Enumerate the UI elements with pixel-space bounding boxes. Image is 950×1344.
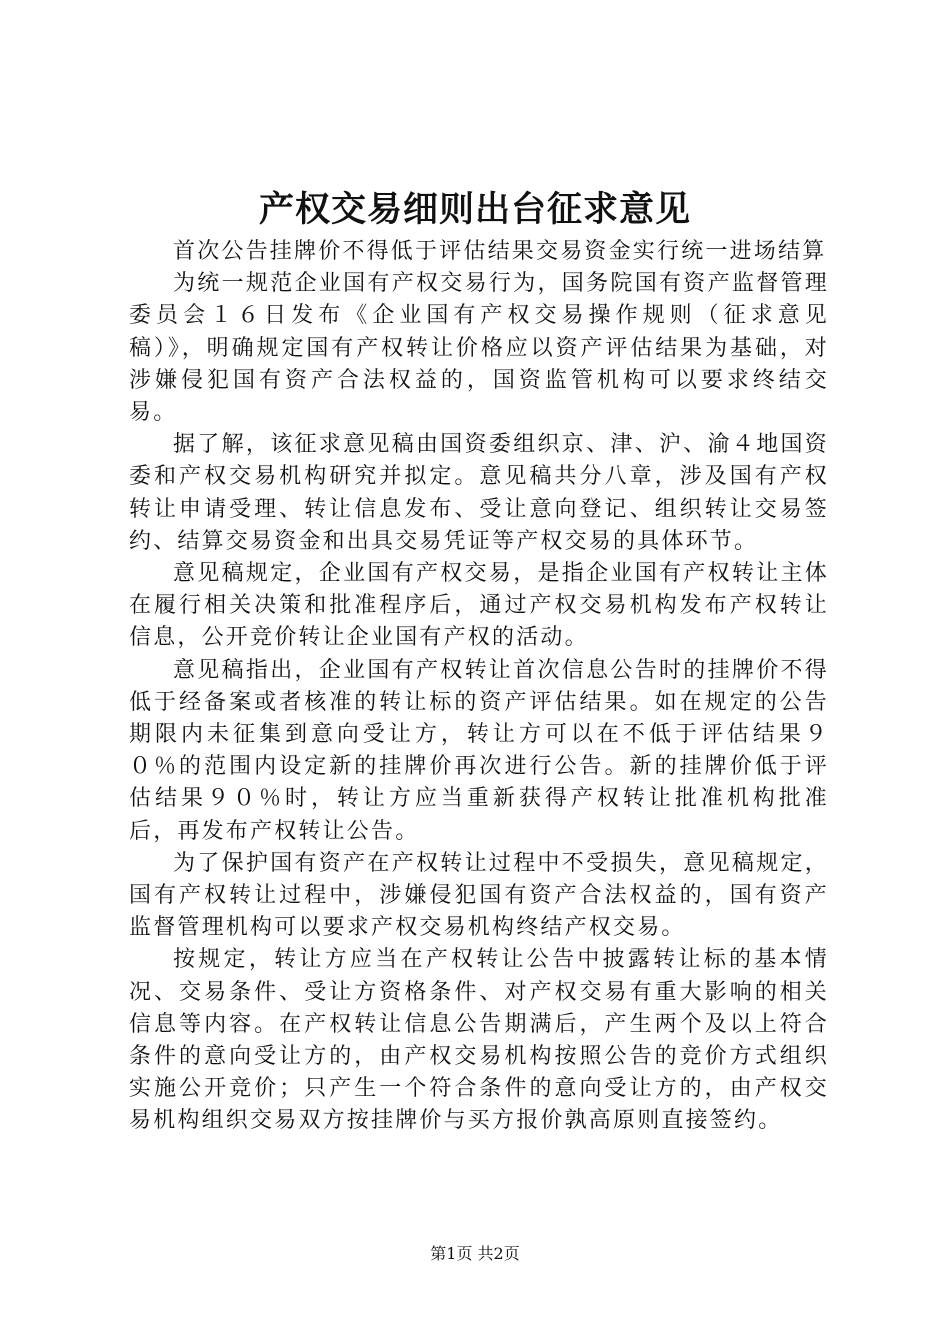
paragraph: 为统一规范企业国有产权交易行为，国务院国有资产监督管理委员会１６日发布《企业国有产权交易操作规则（征求意见稿）》，明确规定国有产权转让价格应以资产评估结果为基础，对涉嫌侵犯国有资产合法权益的，国资监管机构可以要求终结交易。 (129, 271, 829, 426)
paragraph: 意见稿指出，企业国有产权转让首次信息公告时的挂牌价不得低于经备案或者核准的转让标的资产评估结果。如在规定的公告期限内未征集到意向受让方，转让方可以在不低于评估结果９０％的范围内设定新的挂牌价再次进行公告。新的挂牌价低于评估结果９０％时，转让方应当重新获得产权转让批准机构批准后，再发布产权转让公告。 (129, 657, 829, 844)
paragraph: 按规定，转让方应当在产权转让公告中披露转让标的基本情况、交易条件、受让方资格条件、对产权交易有重大影响的相关信息等内容。在产权转让信息公告期满后，产生两个及以上符合条件的意向受让方的，由产权交易机构按照公告的竞价方式组织实施公开竞价；只产生一个符合条件的意向受让方的，由产权交易机构组织交易双方按挂牌价与买方报价孰高原则直接签约。 (129, 947, 829, 1134)
paragraph: 为了保护国有资产在产权转让过程中不受损失，意见稿规定，国有产权转让过程中，涉嫌侵犯国有资产合法权益的，国有资产监督管理机构可以要求产权交易机构终结产权交易。 (129, 850, 829, 941)
paragraph-subtitle: 首次公告挂牌价不得低于评估结果交易资金实行统一进场结算 (173, 239, 827, 264)
paragraph: 据了解，该征求意见稿由国资委组织京、津、沪、渝４地国资委和产权交易机构研究并拟定。意见稿共分八章，涉及国有产权转让申请受理、转让信息发布、受让意向登记、组织转让交易签约、结算交易资金和出具交易凭证等产权交易的具体环节。 (129, 432, 829, 554)
page-number-footer: 第1页 共2页 (430, 1244, 520, 1263)
paragraph: 意见稿规定，企业国有产权交易，是指企业国有产权转让主体在履行相关决策和批准程序后，通过产权交易机构发布产权转让信息，公开竞价转让企业国有产权的活动。 (129, 561, 829, 651)
document-title: 产权交易细则出台征求意见 (258, 189, 691, 230)
document-body (129, 236, 829, 1138)
